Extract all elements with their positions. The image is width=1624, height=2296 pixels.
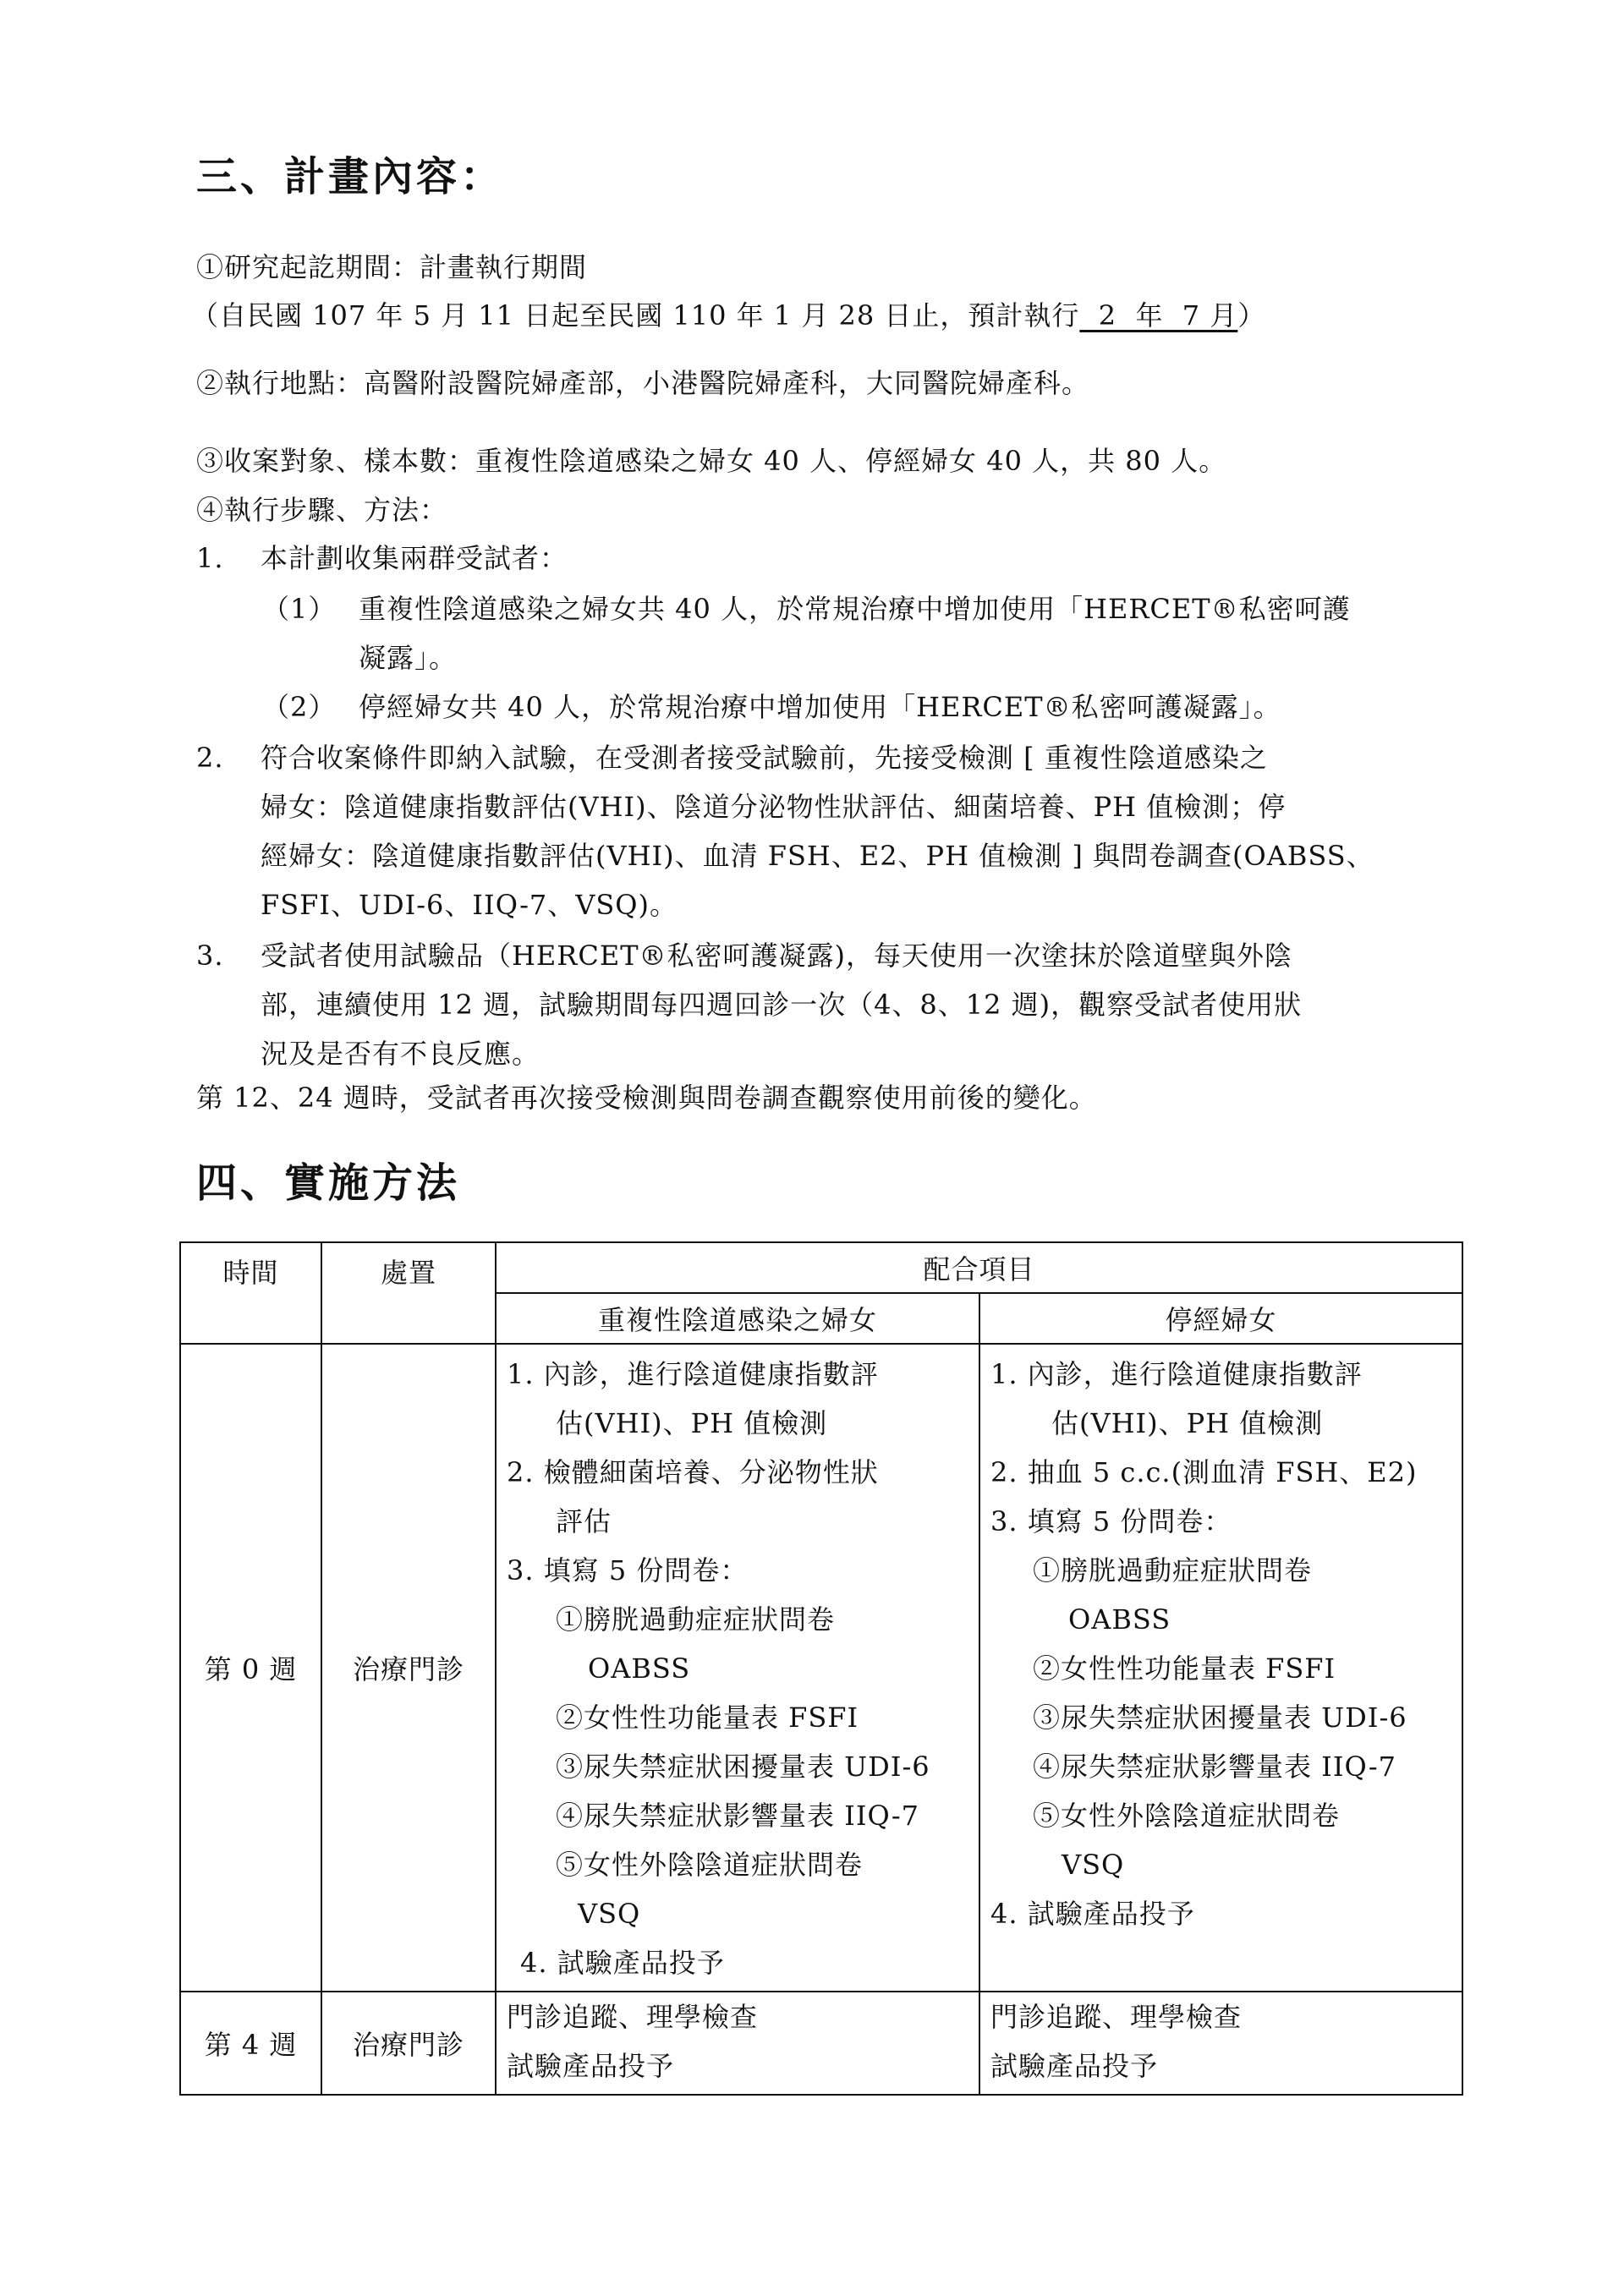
step3-line2: 部，連續使用 12 週，試驗期間每四週回診一次（4、8、12 週)，觀察受試者使用狀 [261, 989, 1303, 1021]
list-item: 估(VHI)、PH 值檢測 [556, 1407, 828, 1439]
step1-text: 本計劃收集兩群受試者： [261, 542, 568, 574]
list-item: 試驗產品投予 [507, 2050, 675, 2082]
step2-number: 2. [196, 742, 224, 774]
step2-line3: 經婦女：陰道健康指數評估(VHI)、血清 FSH、E2、PH 值檢測 ] 與問卷調查(OABSS、 [261, 840, 1374, 872]
week0-group-a [496, 1344, 979, 1992]
period-detail [191, 292, 1265, 339]
list-item: ③尿失禁症狀困擾量表 UDI-6 [556, 1751, 930, 1783]
list-item: ①膀胱過動症症狀問卷 [1033, 1554, 1313, 1586]
week4-time: 第 4 週 [180, 1992, 321, 2095]
list-item: ⑤女性外陰陰道症狀問卷 [556, 1849, 864, 1881]
step3-line1: 受試者使用試驗品（HERCET®私密呵護凝露)，每天使用一次塗抹於陰道壁與外陰 [261, 940, 1293, 972]
step1-sub2-number: （2） [262, 691, 337, 723]
list-item: ②女性性功能量表 FSFI [556, 1701, 859, 1734]
list-item: OABSS [588, 1652, 691, 1685]
list-item: 3. 填寫 5 份問卷： [507, 1554, 749, 1586]
list-item: 1. 內診，進行陰道健康指數評 [990, 1358, 1363, 1390]
list-item: 門診追蹤、理學檢查 [507, 2001, 759, 2033]
subjects-line: ③收案對象、樣本數：重複性陰道感染之婦女 40 人、停經婦女 40 人，共 80 人。 [196, 445, 1227, 477]
list-item: ②女性性功能量表 FSFI [1033, 1652, 1336, 1685]
list-item: 估(VHI)、PH 值檢測 [1051, 1407, 1324, 1439]
list-item: VSQ [1062, 1849, 1125, 1881]
header-treatment: 處置 [321, 1242, 496, 1344]
section4-heading: 四、實施方法 [196, 1159, 461, 1207]
step2-line4: FSFI、UDI-6、IIQ-7、VSQ)。 [261, 889, 678, 921]
header-group-a: 重複性陰道感染之婦女 [496, 1293, 979, 1344]
list-item: OABSS [1068, 1603, 1171, 1636]
period-detail-prefix: （自民國 107 年 5 月 11 日起至民國 110 年 1 月 28 日止，預計執行 [191, 299, 1080, 332]
header-time: 時間 [180, 1242, 321, 1344]
step1-sub1-number: （1） [262, 593, 337, 625]
week0-treatment: 治療門診 [321, 1344, 496, 1992]
table-header-row [180, 1242, 1462, 1293]
list-item: 2. 抽血 5 c.c.(測血清 FSH、E2) [990, 1456, 1418, 1488]
week4-treatment: 治療門診 [321, 1992, 496, 2095]
period-line: ①研究起訖期間：計畫執行期間 [196, 251, 588, 283]
list-item: 3. 填寫 5 份問卷： [990, 1505, 1232, 1537]
step1-number: 1. [196, 542, 224, 574]
final-line: 第 12、24 週時，受試者再次接受檢測與問卷調查觀察使用前後的變化。 [196, 1082, 1097, 1114]
step1-sub1-line1: 重複性陰道感染之婦女共 40 人，於常規治療中增加使用「HERCET®私密呵護 [359, 593, 1351, 625]
steps-title: ④執行步驟、方法： [196, 494, 448, 526]
step3-number: 3. [196, 940, 224, 972]
list-item: 試驗產品投予 [990, 2050, 1159, 2082]
list-item: 1. 內診，進行陰道健康指數評 [507, 1358, 879, 1390]
week4-group-b [979, 1992, 1462, 2095]
list-item: ③尿失禁症狀困擾量表 UDI-6 [1033, 1701, 1407, 1734]
list-item: 4. 試驗產品投予 [520, 1947, 725, 1979]
step1-sub2-text: 停經婦女共 40 人，於常規治療中增加使用「HERCET®私密呵護凝露」。 [359, 691, 1281, 723]
table-row [180, 1992, 1462, 2095]
period-detail-suffix: ） [1237, 299, 1266, 332]
list-item: ⑤女性外陰陰道症狀問卷 [1033, 1800, 1341, 1832]
step2-line2: 婦女：陰道健康指數評估(VHI)、陰道分泌物性狀評估、細菌培養、PH 值檢測；停 [261, 791, 1287, 823]
list-item: 2. 檢體細菌培養、分泌物性狀 [507, 1456, 879, 1488]
period-duration: 2 年 7 月 [1079, 299, 1238, 332]
list-item: 4. 試驗產品投予 [990, 1898, 1195, 1930]
list-item: ④尿失禁症狀影響量表 IIQ-7 [556, 1800, 920, 1832]
location-line: ②執行地點：高醫附設醫院婦產部，小港醫院婦產科，大同醫院婦產科。 [196, 367, 1090, 399]
list-item: ①膀胱過動症症狀問卷 [556, 1603, 836, 1636]
list-item: 門診追蹤、理學檢查 [990, 2001, 1243, 2033]
section3-heading: 三、計畫內容： [196, 153, 505, 200]
week0-group-b [979, 1344, 1462, 1992]
step3-line3: 況及是否有不良反應。 [261, 1038, 540, 1070]
table-row [180, 1344, 1462, 1992]
week0-time: 第 0 週 [180, 1344, 321, 1992]
list-item: VSQ [578, 1898, 641, 1930]
header-items: 配合項目 [496, 1242, 1462, 1293]
list-item: 評估 [556, 1505, 612, 1537]
step2-line1: 符合收案條件即納入試驗，在受測者接受試驗前，先接受檢測 [ 重複性陰道感染之 [261, 742, 1268, 774]
list-item: ④尿失禁症狀影響量表 IIQ-7 [1033, 1751, 1397, 1783]
step1-sub1-line2: 凝露」。 [359, 642, 458, 674]
implementation-table [179, 1241, 1463, 2096]
week4-group-a [496, 1992, 979, 2095]
header-group-b: 停經婦女 [979, 1293, 1462, 1344]
